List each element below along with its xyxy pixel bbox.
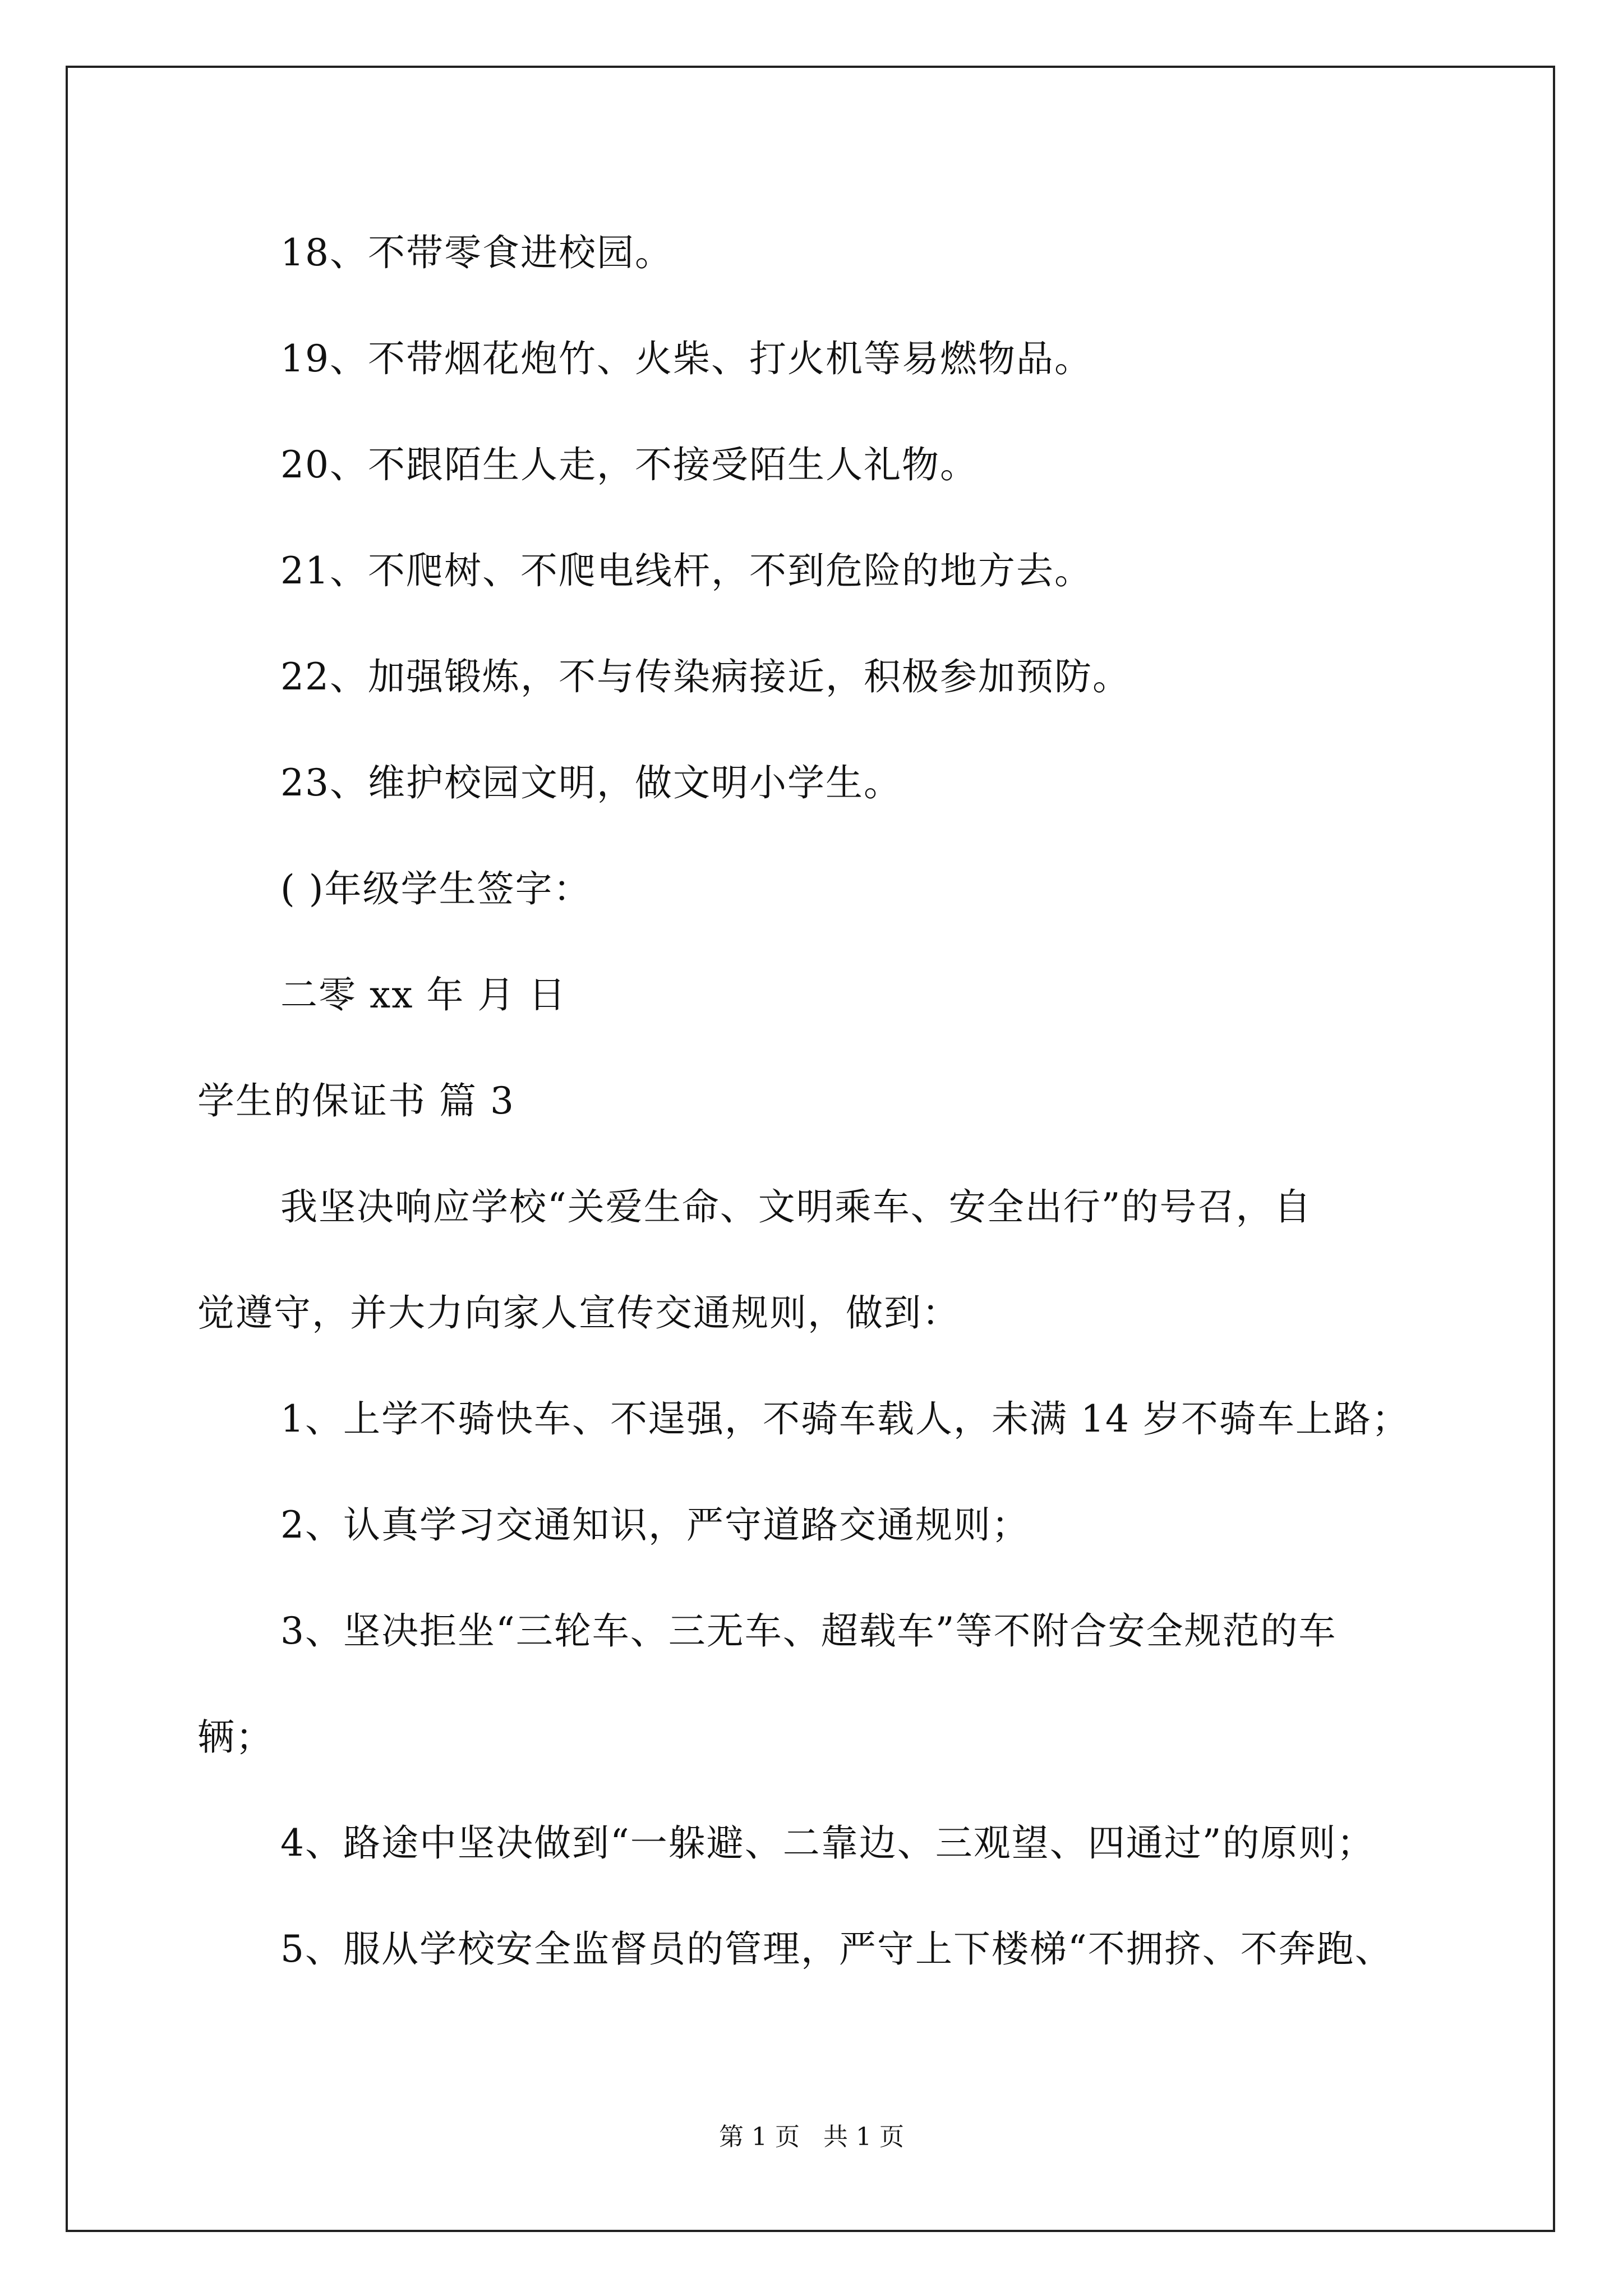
item-21: 21、不爬树、不爬电线杆，不到危险的地方去。 — [280, 549, 1092, 592]
rule-3-continued: 辆； — [197, 1715, 274, 1759]
rule-1: 1、上学不骑快车、不逞强，不骑车载人，未满 14 岁不骑车上路； — [280, 1397, 1410, 1441]
item-20: 20、不跟陌生人走，不接受陌生人礼物。 — [280, 443, 978, 486]
rule-2: 2、认真学习交通知识，严守道路交通规则； — [280, 1503, 1030, 1547]
rule-4: 4、路途中坚决做到“一躲避、二靠边、三观望、四通过”的原则； — [280, 1821, 1375, 1865]
page-border — [66, 66, 1555, 2232]
rule-3: 3、坚决拒坐“三轮车、三无车、超载车”等不附合安全规范的车 — [280, 1609, 1337, 1653]
item-18: 18、不带零食进校园。 — [280, 231, 673, 274]
signature-line: ( )年级学生签字： — [280, 867, 592, 910]
item-22: 22、加强锻炼，不与传染病接近，积极参加预防。 — [280, 655, 1131, 698]
date-line: 二零 xx 年 月 日 — [280, 973, 567, 1016]
section-heading: 学生的保证书 篇 3 — [197, 1079, 515, 1122]
item-19: 19、不带烟花炮竹、火柴、打火机等易燃物品。 — [280, 337, 1092, 380]
rule-5: 5、服从学校安全监督员的管理，严守上下楼梯“不拥挤、不奔跑、 — [280, 1927, 1393, 1971]
paragraph-intro-continued: 觉遵守，并大力向家人宣传交通规则，做到： — [197, 1291, 960, 1335]
page-footer: 第 1 页 共 1 页 — [719, 2123, 904, 2151]
item-23: 23、维护校园文明，做文明小学生。 — [280, 761, 902, 804]
paragraph-intro: 我坚决响应学校“关爱生命、文明乘车、安全出行”的号召，自 — [280, 1185, 1312, 1228]
